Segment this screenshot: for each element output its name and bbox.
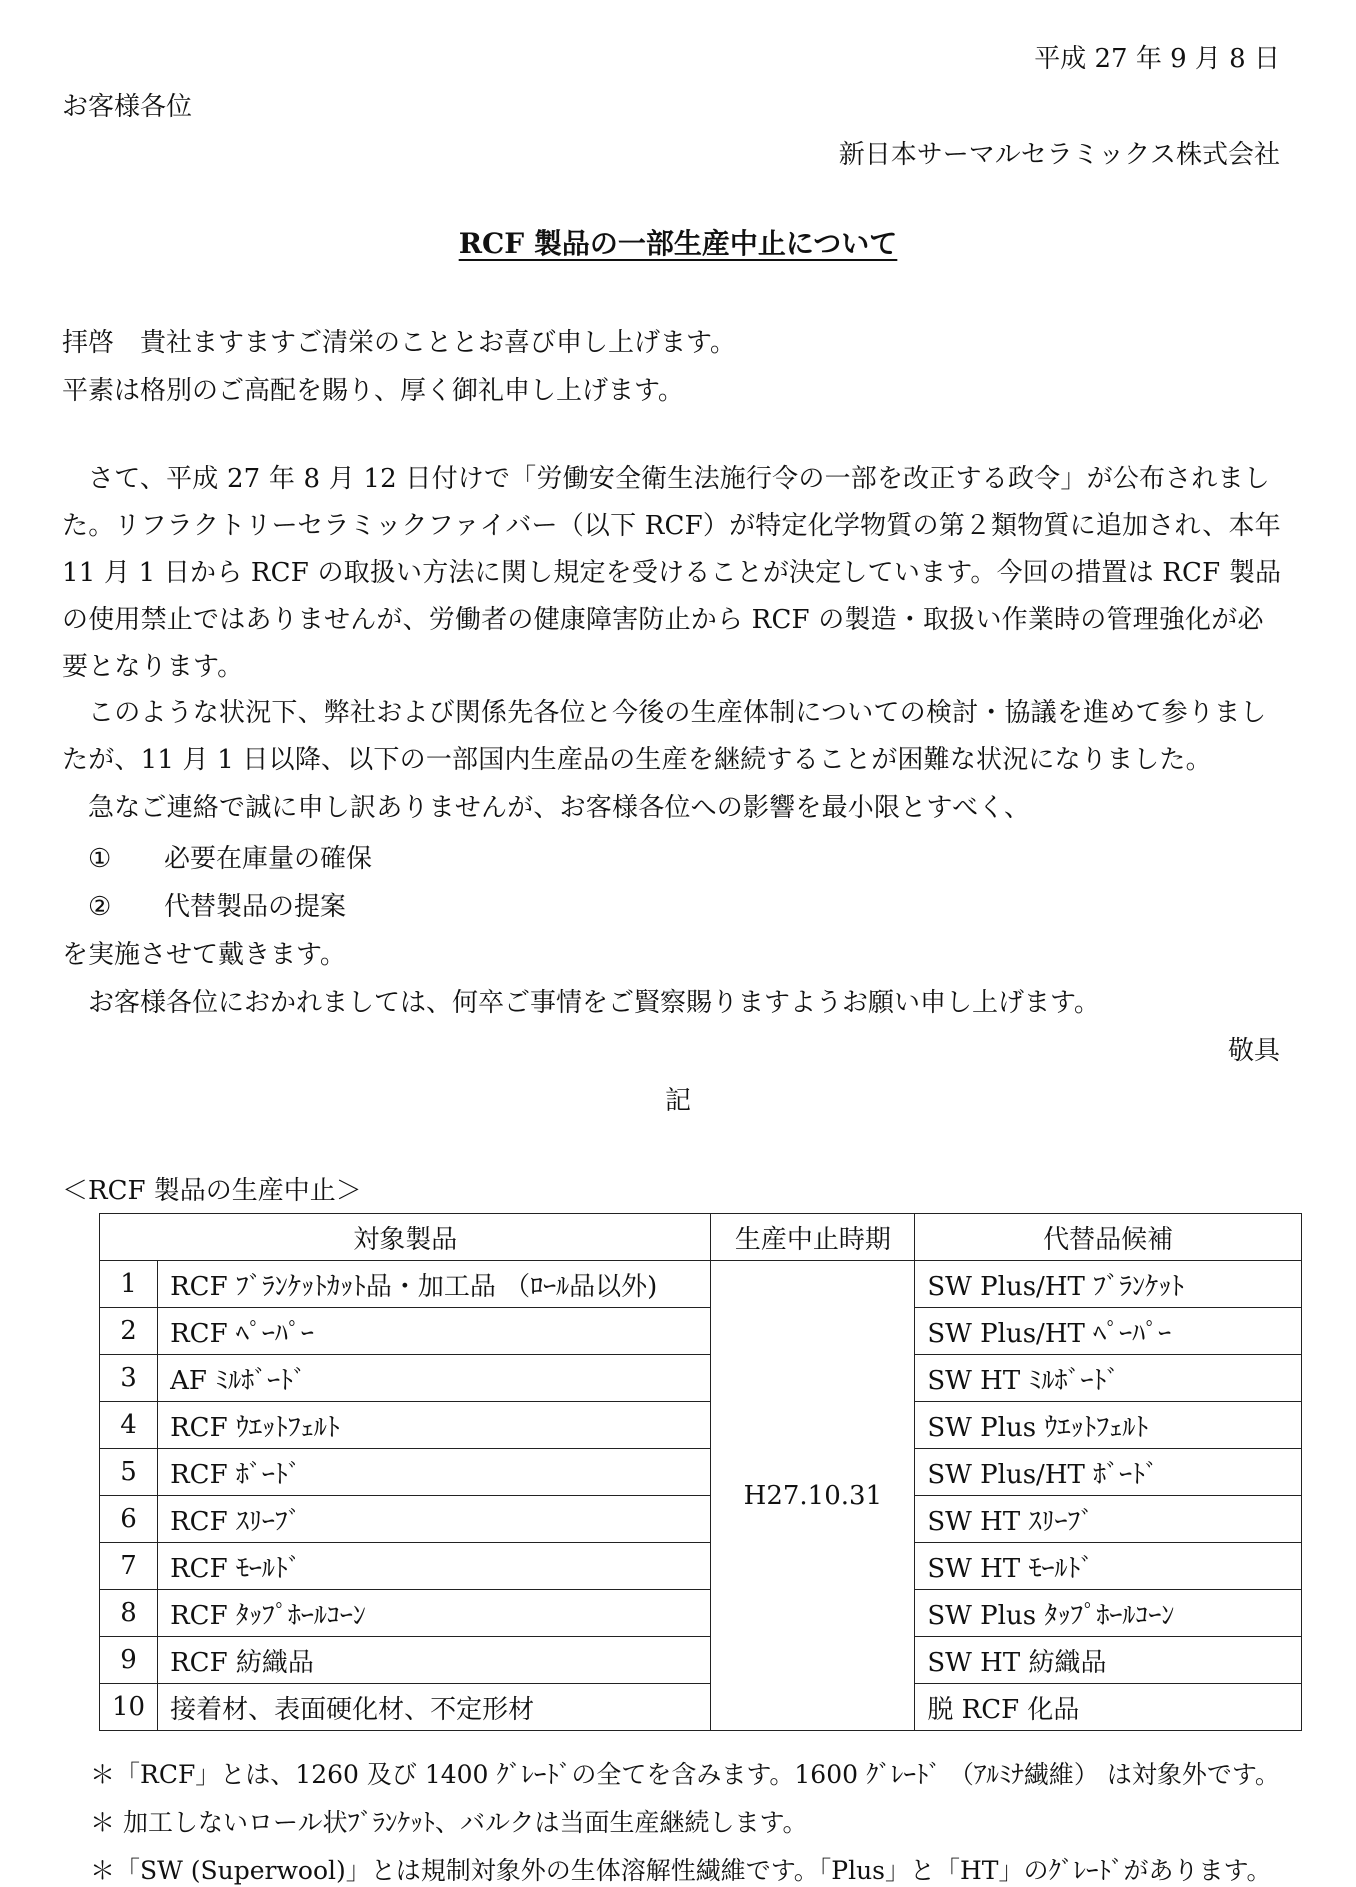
row-number: 2	[100, 1308, 158, 1355]
alternative-product: SW Plus ｳｴｯﾄﾌｪﾙﾄ	[915, 1402, 1302, 1449]
measure-item-text: 代替製品の提案	[164, 892, 347, 922]
product-name: RCF ﾌﾞﾗﾝｹｯﾄｶｯﾄ品・加工品 （ﾛｰﾙ品以外)	[158, 1261, 711, 1308]
product-name: RCF 紡織品	[158, 1637, 711, 1684]
alternative-product: 脱 RCF 化品	[915, 1684, 1302, 1731]
row-number: 10	[100, 1684, 158, 1731]
footnote-rcf-scope: ＊「RCF」とは、1260 及び 1400 ｸﾞﾚｰﾄﾞの全てを含みます。1600 ｸﾞﾚｰﾄﾞ （ｱﾙﾐﾅ繊維） は対象外です。	[90, 1760, 1280, 1789]
alternative-product: SW Plus/HT ﾌﾞﾗﾝｹｯﾄ	[915, 1261, 1302, 1308]
alternative-product: SW HT ｽﾘｰﾌﾞ	[915, 1496, 1302, 1543]
row-number: 6	[100, 1496, 158, 1543]
alternative-product: SW Plus/HT ﾍﾟｰﾊﾟｰ	[915, 1308, 1302, 1355]
discontinued-products-table	[99, 1213, 1302, 1731]
closing-word: 敬具	[1227, 1036, 1280, 1066]
product-name: RCF ﾍﾟｰﾊﾟｰ	[158, 1308, 711, 1355]
document-title-text: RCF 製品の一部生産中止について	[458, 227, 898, 260]
measure-item-label: ①	[88, 844, 112, 874]
product-name: AF ﾐﾙﾎﾞｰﾄﾞ	[158, 1355, 711, 1402]
product-name: RCF ﾎﾞｰﾄﾞ	[158, 1449, 711, 1496]
alternative-product: SW Plus ﾀｯﾌﾟﾎｰﾙｺｰﾝ	[915, 1590, 1302, 1637]
row-number: 4	[100, 1402, 158, 1449]
table-row	[100, 1684, 1302, 1731]
measure-item-1	[88, 838, 372, 875]
table-row	[100, 1308, 1302, 1355]
alternative-product: SW HT ﾓｰﾙﾄﾞ	[915, 1543, 1302, 1590]
document-date: 平成 27 年 9 月 8 日	[1034, 44, 1280, 74]
alternative-product: SW HT ﾐﾙﾎﾞｰﾄﾞ	[915, 1355, 1302, 1402]
header-alternative: 代替品候補	[915, 1214, 1302, 1261]
table-row	[100, 1355, 1302, 1402]
greeting-line-2: 平素は格別のご高配を賜り、厚く御礼申し上げます。	[62, 376, 684, 406]
addressee: お客様各位	[62, 92, 193, 122]
measure-item-label: ②	[88, 892, 112, 922]
table-row	[100, 1402, 1302, 1449]
body-paragraph-1: さて、平成 27 年 8 月 12 日付けで「労働安全衛生法施行令の一部を改正する政令」が公布されました。リフラクトリーセラミックファイバー（以下 RCF）が特定化学物質の第２類物質に追加され、本年 11 月 1 日から RCF の取扱い方法に関し規定を受けることが決定しています。今回の措置は RCF 製品の使用禁止ではありませんが、労働者の健康障害防止から RCF の製造・取扱い作業時の管理強化が必要となります。	[62, 464, 1282, 682]
product-name: RCF ｽﾘｰﾌﾞ	[158, 1496, 711, 1543]
product-name: 接着材、表面硬化材、不定形材	[158, 1684, 711, 1731]
row-number: 3	[100, 1355, 158, 1402]
table-row	[100, 1496, 1302, 1543]
footnote-superwool: ＊「SW (Superwool)」とは規制対象外の生体溶解性繊維です。「Plus」と「HT」のｸﾞﾚｰﾄﾞがあります。	[90, 1856, 1272, 1885]
document-title	[0, 222, 1356, 262]
alternative-product: SW HT 紡織品	[915, 1637, 1302, 1684]
row-number: 5	[100, 1449, 158, 1496]
alternative-product: SW Plus/HT ﾎﾞｰﾄﾞ	[915, 1449, 1302, 1496]
table-row	[100, 1543, 1302, 1590]
header-stop-date: 生産中止時期	[711, 1214, 915, 1261]
footnote-roll-blanket: ＊ 加工しないロール状ﾌﾞﾗﾝｹｯﾄ、バルクは当面生産継続します。	[90, 1808, 808, 1837]
body-paragraph-4: お客様各位におかれましては、何卒ご事情をご賢察賜りますようお願い申し上げます。	[88, 988, 1100, 1018]
table-caption: ＜RCF 製品の生産中止＞	[62, 1176, 362, 1206]
product-name: RCF ﾀｯﾌﾟﾎｰﾙｺｰﾝ	[158, 1590, 711, 1637]
body-paragraph-2: このような状況下、弊社および関係先各位と今後の生産体制についての検討・協議を進めて参りましたが、11 月 1 日以降、以下の一部国内生産品の生産を継続することが困難な状況になりました。	[62, 698, 1267, 775]
measure-item-text: 必要在庫量の確保	[164, 844, 373, 874]
row-number: 7	[100, 1543, 158, 1590]
table-row	[100, 1590, 1302, 1637]
table-row	[100, 1637, 1302, 1684]
product-name: RCF ﾓｰﾙﾄﾞ	[158, 1543, 711, 1590]
ki-heading: 記	[664, 1086, 691, 1116]
stop-date-cell: H27.10.31	[711, 1261, 915, 1731]
table-row	[100, 1261, 1302, 1308]
greeting-line-1: 拝啓 貴社ますますご清栄のこととお喜び申し上げます。	[62, 328, 736, 358]
row-number: 1	[100, 1261, 158, 1308]
table-header-row	[100, 1214, 1302, 1261]
sender-company: 新日本サーマルセラミックス株式会社	[838, 140, 1280, 170]
body-paragraph-3: 急なご連絡で誠に申し訳ありませんが、お客様各位への影響を最小限とすべく、	[88, 793, 1031, 823]
row-number: 9	[100, 1637, 158, 1684]
carry-out-line: を実施させて戴きます。	[62, 940, 346, 970]
product-name: RCF ｳｴｯﾄﾌｪﾙﾄ	[158, 1402, 711, 1449]
measure-item-2	[88, 886, 346, 923]
row-number: 8	[100, 1590, 158, 1637]
header-target-product: 対象製品	[100, 1214, 711, 1261]
table-row	[100, 1449, 1302, 1496]
